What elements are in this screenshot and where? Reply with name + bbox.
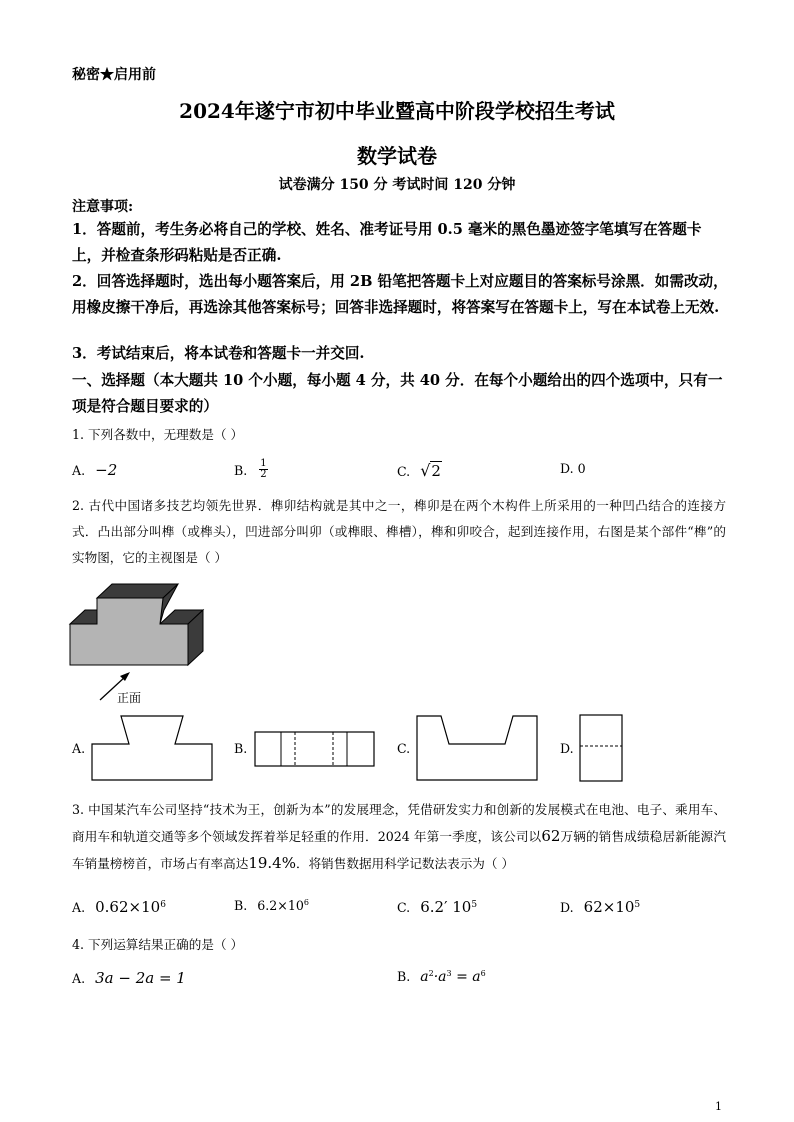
notice-item-1: 1．答题前，考生务必将自己的学校、姓名、准考证号用 0.5 毫米的黑色墨迹签字笔填写在答题卡上，并检查条形码粘贴是否正确. — [72, 221, 702, 264]
q3-option-a-label: A. — [72, 900, 86, 915]
q3-option-c-mantissa: 6.2′ 10 — [420, 898, 472, 916]
q1-option-b — [234, 458, 268, 482]
q4-option-b-base2: ·a — [433, 969, 447, 986]
q1-option-c — [397, 461, 442, 480]
q3-option-d-exponent: 5 — [634, 899, 641, 910]
q2-option-d-label: D. — [560, 741, 574, 756]
q3-option-b-label: B. — [234, 898, 248, 914]
q4-option-a-expression: 3a − 2a = 1 — [95, 969, 186, 987]
q3-option-a-mantissa: 0.62×10 — [95, 898, 161, 916]
fraction — [259, 459, 267, 480]
q2-option-b-label: B. — [234, 741, 248, 756]
q3-stem-part-2: 万辆的销售成绩稳居新能源汽车销量榜榜首，市场占有率高达 — [72, 829, 727, 871]
q4-option-b-label: B. — [397, 969, 411, 985]
q1-option-a — [72, 461, 117, 479]
page-number: 1 — [715, 1100, 722, 1113]
q3-option-c — [397, 898, 477, 916]
q3-number-62: 62 — [541, 827, 561, 845]
q1-option-a-value: −2 — [95, 461, 118, 479]
q4-option-a — [72, 969, 186, 987]
fraction-numerator: 1 — [260, 458, 267, 469]
sqrt-radicand: 2 — [431, 462, 441, 480]
fraction-denominator: 2 — [260, 469, 267, 480]
q3-option-b — [234, 898, 309, 913]
subject-title: 数学试卷 — [357, 144, 437, 168]
q3-option-a-exponent: 6 — [160, 899, 166, 910]
tenon-3d-figure — [70, 584, 210, 704]
q3-option-a — [72, 898, 166, 916]
notice-heading: 注意事项: — [72, 199, 134, 215]
notice-item-2: 2．回答选择题时，选出每小题答案后，用 2B 铅笔把答题卡上对应题目的答案标号涂黑．如需改动，用橡皮擦干净后，再选涂其他答案标号；回答非选择题时，将答案写在答题卡上，写在本试卷上无效. — [72, 273, 728, 316]
q4-option-b-base1: a — [420, 969, 429, 986]
q4-option-b — [397, 969, 486, 985]
q3-option-d-label: D. — [560, 900, 574, 915]
q3-stem-part-1: 3. 中国某汽车公司坚持“技术为王，创新为本”的发展理念，凭借研发实力和创新的发展模式在电池、电子、乘用车、商用车和轨道交通等多个领域发挥着举足轻重的作用．2024 年第一季度，该公司以 — [72, 802, 726, 844]
q4-option-b-exp3: 6 — [480, 969, 486, 978]
q1-option-d: D. 0 — [560, 461, 586, 476]
q3-option-c-exponent: 5 — [471, 899, 478, 910]
question-4-stem: 4. 下列运算结果正确的是（ ） — [72, 937, 244, 952]
sqrt-sign-icon: √ — [420, 461, 431, 480]
q2-option-d-figure — [579, 714, 623, 782]
q3-option-d-mantissa: 62×10 — [583, 898, 635, 916]
q4-option-b-exp2: 3 — [446, 969, 452, 978]
q3-option-b-exponent: 6 — [303, 898, 309, 907]
exam-title: 2024年遂宁市初中毕业暨高中阶段学校招生考试 — [179, 99, 615, 123]
q4-option-b-exp1: 2 — [428, 969, 434, 978]
notice-item-3: 3．考试结束后，将本试卷和答题卡一并交回. — [72, 345, 365, 362]
q3-percentage: 19.4% — [248, 854, 296, 872]
exam-meta: 试卷满分 150 分 考试时间 120 分钟 — [278, 177, 516, 193]
q2-option-b-figure — [254, 731, 375, 767]
tenon-front-face — [70, 598, 188, 665]
q4-option-a-label: A. — [72, 971, 86, 986]
q3-option-d — [560, 898, 640, 916]
q1-option-c-label: C. — [397, 464, 411, 479]
q3-option-c-label: C. — [397, 900, 411, 915]
q4-option-b-result: = a — [451, 969, 481, 986]
question-2-stem: 2. 古代中国诸多技艺均领先世界．榫卯结构就是其中之一，榫卯是在两个木构件上所采用的一种凹凸结合的连接方式．凸出部分叫榫（或榫头），凹进部分叫卯（或榫眼、榫槽），榫和卯咬合，起到连接作用，右图是某个部件“榫”的实物图，它的主视图是（ ） — [72, 498, 726, 565]
q2-option-a-figure — [91, 714, 213, 782]
q2-option-a-label: A. — [72, 741, 86, 756]
q3-stem-part-3: ．将销售数据用科学记数法表示为（ ） — [295, 856, 515, 871]
q1-option-b-label: B. — [234, 463, 248, 478]
question-1-stem: 1. 下列各数中，无理数是（ ） — [72, 427, 244, 442]
front-label: 正面 — [117, 691, 142, 705]
q2-option-c-figure — [416, 714, 538, 782]
confidential-mark: 秘密★启用前 — [72, 67, 156, 83]
q3-option-b-mantissa: 6.2×10 — [257, 898, 304, 914]
question-3-stem — [72, 797, 726, 877]
q1-option-a-label: A. — [72, 463, 86, 478]
q2-option-c-label: C. — [397, 741, 411, 756]
section-heading: 一、选择题（本大题共 10 个小题，每小题 4 分，共 40 分．在每个小题给出的四个选项中，只有一项是符合题目要求的） — [72, 372, 723, 415]
